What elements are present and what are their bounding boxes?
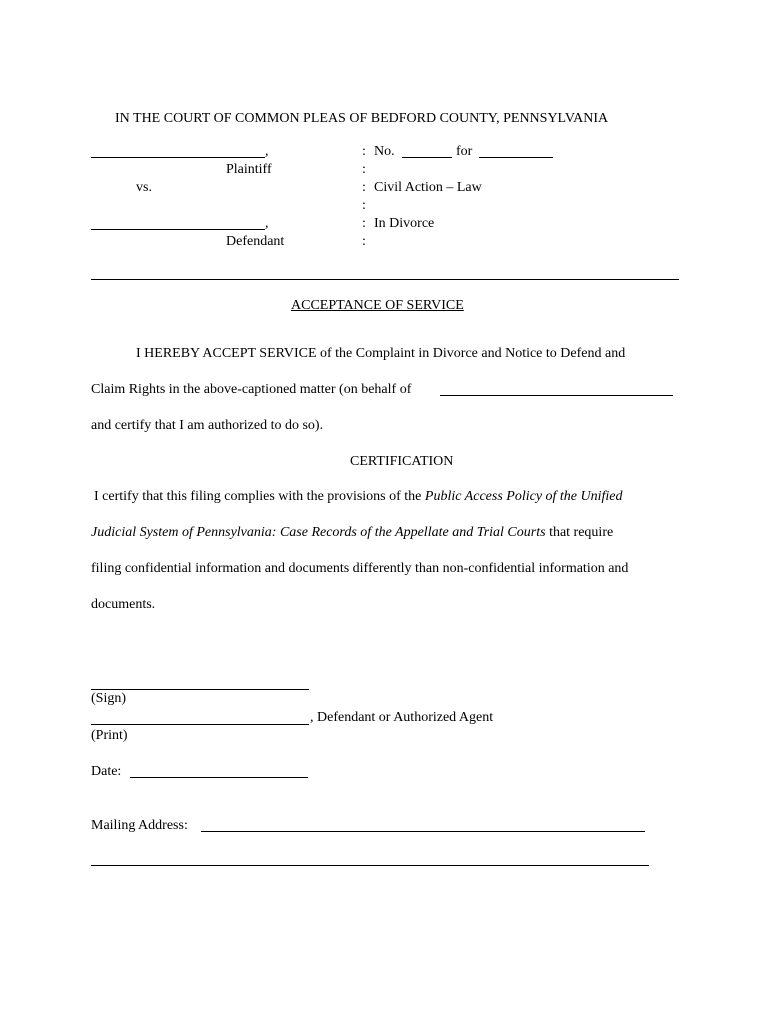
in-divorce-label: In Divorce	[374, 216, 435, 231]
certification-heading: CERTIFICATION	[350, 454, 454, 469]
print-label: (Print)	[91, 728, 128, 743]
acceptance-line-2: Claim Rights in the above-captioned matter (on behalf of	[91, 382, 412, 397]
caption-colon: :	[362, 234, 366, 249]
certification-line-4: documents.	[91, 597, 156, 612]
certification-text: that require	[549, 525, 614, 540]
agent-label: , Defendant or Authorized Agent	[310, 710, 494, 725]
plaintiff-comma: ,	[265, 144, 269, 159]
policy-title: Public Access Policy of the Unified	[424, 489, 623, 504]
caption-colon: :	[362, 216, 366, 231]
document-title: ACCEPTANCE OF SERVICE	[291, 298, 464, 313]
defendant-name-field[interactable]	[91, 215, 265, 230]
certification-text: I certify that this filing complies with the provisions of the	[94, 489, 422, 504]
plaintiff-label: Plaintiff	[226, 162, 272, 177]
printed-name-field[interactable]	[91, 710, 309, 725]
caption-divider	[91, 279, 679, 280]
signature-line[interactable]	[91, 689, 309, 690]
date-label: Date:	[91, 764, 122, 779]
caption-colon: :	[362, 180, 366, 195]
case-number-label: No.	[374, 144, 395, 159]
mailing-address-label: Mailing Address:	[91, 818, 188, 833]
defendant-label: Defendant	[226, 234, 285, 249]
sign-label: (Sign)	[91, 691, 126, 706]
court-header: IN THE COURT OF COMMON PLEAS OF BEDFORD COUNTY, PENNSYLVANIA	[115, 111, 609, 126]
case-number-field[interactable]	[402, 143, 452, 158]
case-year-label: for	[456, 144, 473, 159]
versus-label: vs.	[136, 180, 152, 195]
case-year-field[interactable]	[479, 143, 553, 158]
certification-line-2	[91, 525, 613, 541]
certification-line-3: filing confidential information and documents differently than non-confidential information and	[91, 561, 629, 576]
acceptance-line-3: and certify that I am authorized to do so).	[91, 418, 324, 433]
plaintiff-name-field[interactable]	[91, 143, 265, 158]
caption-colon: :	[362, 144, 366, 159]
acceptance-line-1: I HEREBY ACCEPT SERVICE of the Complaint in Divorce and Notice to Defend and	[136, 346, 626, 361]
policy-title-cont: Judicial System of Pennsylvania: Case Records of the Appellate and Trial Courts	[91, 525, 546, 540]
caption-colon: :	[362, 198, 366, 213]
certification-line-1	[94, 489, 623, 505]
on-behalf-of-field[interactable]	[440, 381, 673, 396]
mailing-address-line-2-field[interactable]	[91, 851, 649, 866]
defendant-comma: ,	[265, 216, 269, 231]
mailing-address-field[interactable]	[201, 817, 645, 832]
date-field[interactable]	[130, 763, 308, 778]
caption-colon: :	[362, 162, 366, 177]
civil-action-label: Civil Action – Law	[374, 180, 482, 195]
